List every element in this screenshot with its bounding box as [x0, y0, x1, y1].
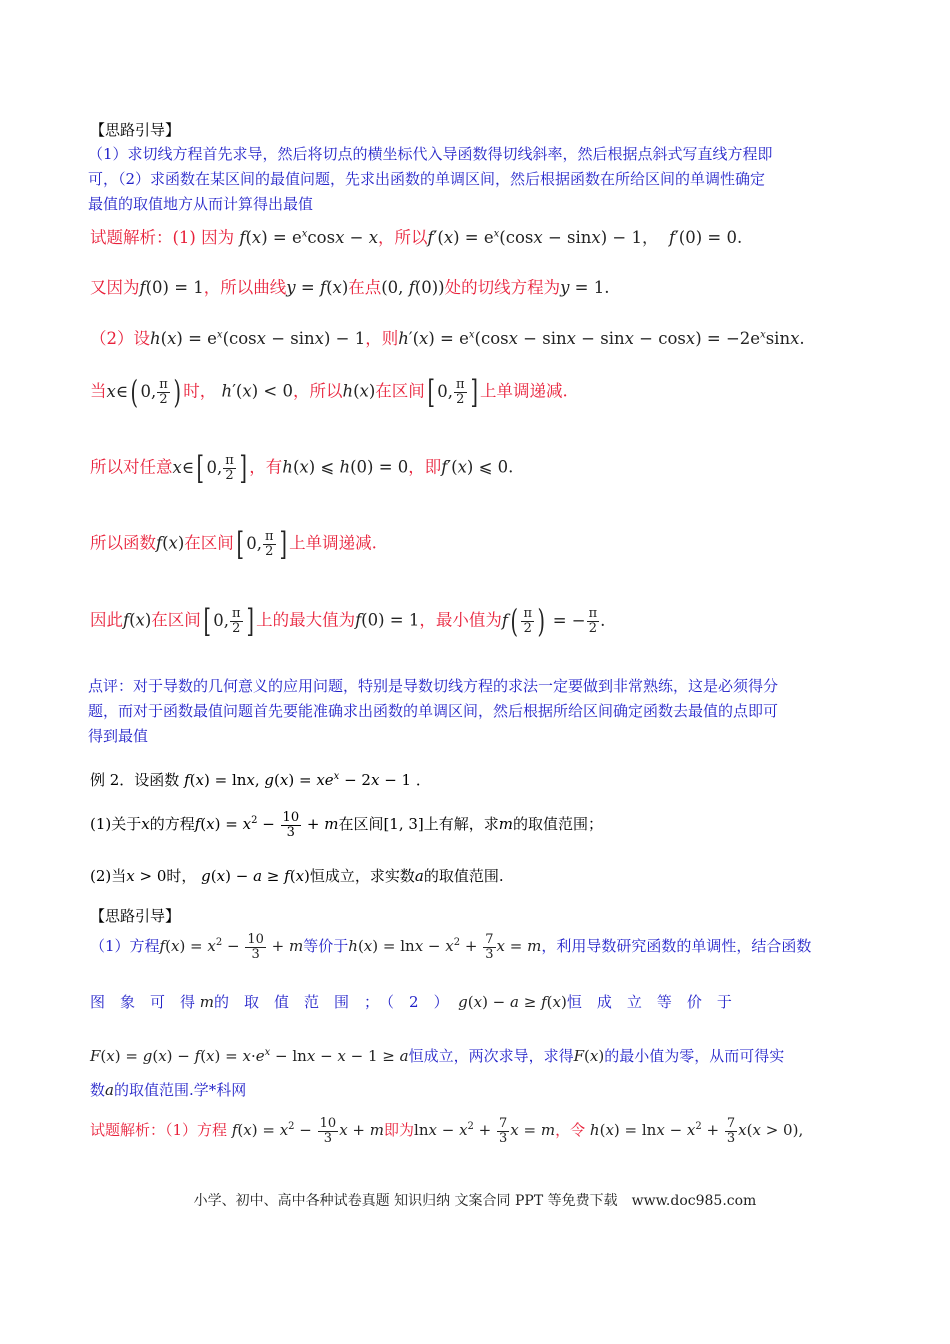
example2-title: 例 2．设函数 f(x) = lnx, $g(x) = xe^x - 2x - 1$ ． — [90, 771, 431, 789]
solution1-line-5: 所以对任意x∈[ 0, $\frac{\pi}{2}$ ] ，有h(x) ⩽ h(0) = 0，即f′(x) ⩽ 0. — [90, 449, 514, 487]
section2-heading: 【思路引导】 — [90, 907, 181, 925]
comment-line-3: 得到最值 — [88, 727, 149, 745]
solution1-line-4: 当x∈( 0, $\frac{\pi}{2}$ ) 时， h′(x) < 0，所以h(x)在区间[ 0, $\frac{\pi}{2}$ ] 上单调递减. — [90, 373, 568, 411]
section1-line-2: 可，（2）求函数在某区间的最值问题，先求出函数的单调区间，然后根据函数在所给区间的单调性确定 — [88, 170, 766, 188]
solution1-line-2: 又因为f(0) = 1，所以曲线y = f(x)在点(0, f(0))处的切线方程为y = 1. — [90, 278, 610, 297]
section1-line-1: （1）求切线方程首先求导，然后将切点的横坐标代入导函数得切线斜率，然后根据点斜式写直线方程即 — [88, 145, 773, 163]
page-footer: 小学、初中、高中各种试卷真题 知识归纳 文案合同 PPT 等免费下载 www.doc985.com — [193, 1193, 757, 1209]
section2-line-3: $F(x) = g(x) - f(x) = x\cdot e^x - \ln x - x - 1 \ge a$恒成立，两次求导，求得F(x)的最小值为零，从而可得实 — [90, 1047, 785, 1065]
comment-body — [88, 674, 864, 749]
solution1-line-6: 所以函数f(x)在区间[ 0, $\frac{\pi}{2}$ ] 上单调递减. — [90, 525, 377, 563]
comment-line-2: 题，而对于函数最值问题首先要能准确求出函数的单调区间，然后根据所给区间确定函数去最值的点即可 — [88, 702, 779, 720]
section1-body — [88, 142, 864, 217]
solution1-line-7: 因此f(x)在区间[ 0, $\frac{\pi}{2}$ ] 上的最大值为f(0) = 1，最小值为f( $\frac{\pi}{2}$ ) = − $\frac{\pi}{2}$ . — [90, 602, 606, 640]
comment-line-1: 点评：对于导数的几何意义的应用问题，特别是导数切线方程的求法一定要做到非常熟练，这是必须得分 — [88, 677, 779, 695]
section2-line-2: 图 象 可 得 m的 取 值 范 围 ； （ 2 ） g(x) − a ≥ f(x)恒 成 立 等 价 于 — [90, 993, 732, 1011]
section2-line-4: 数a的取值范围.学*科网 — [90, 1081, 247, 1099]
solution1-line-1: 试题解析：(1) 因为 $f(x) = e^x\cos x - x$，所以$f'(x) = e^x(\cos x - \sin x) - 1$， f′(0) = 0. — [90, 228, 743, 247]
section2-line-1: （1）方程$f(x) = x^2$ − $\frac{10}{3}$ + m等价于$h(x) = \ln x - x^2$ + $\frac{7}{3}$ x = m，利用导数研究函数的单调性，结合函数 — [90, 931, 812, 962]
solution2-line-1: 试题解析：（1）方程 $f(x) = x^2$ − $\frac{10}{3}$ x + m即为$\ln x - x^2$ + $\frac{7}{3}$ x = m，令 $h(x) = \ln x - x^2$ + $\frac{7}{3}$ x(x > 0), — [90, 1115, 804, 1146]
solution1-line-3: （2）设$h(x) = e^x(\cos x - \sin x) - 1$，则$h'(x) = e^x(\cos x - \sin x - \sin x - \cos x) = -2e^x\sin x$. — [90, 329, 805, 348]
example2-question-1: (1)关于x的方程$f(x) = x^2$ − $\frac{10}{3}$ + m在区间[1, 3]上有解，求m的取值范围； — [90, 809, 604, 840]
example2-question-2: (2)当x > 0时， g(x) − a ≥ f(x)恒成立，求实数a的取值范围. — [90, 867, 504, 885]
section1-heading: 【思路引导】 — [90, 121, 181, 139]
section1-line-3: 最值的取值地方从而计算得出最值 — [88, 195, 314, 213]
